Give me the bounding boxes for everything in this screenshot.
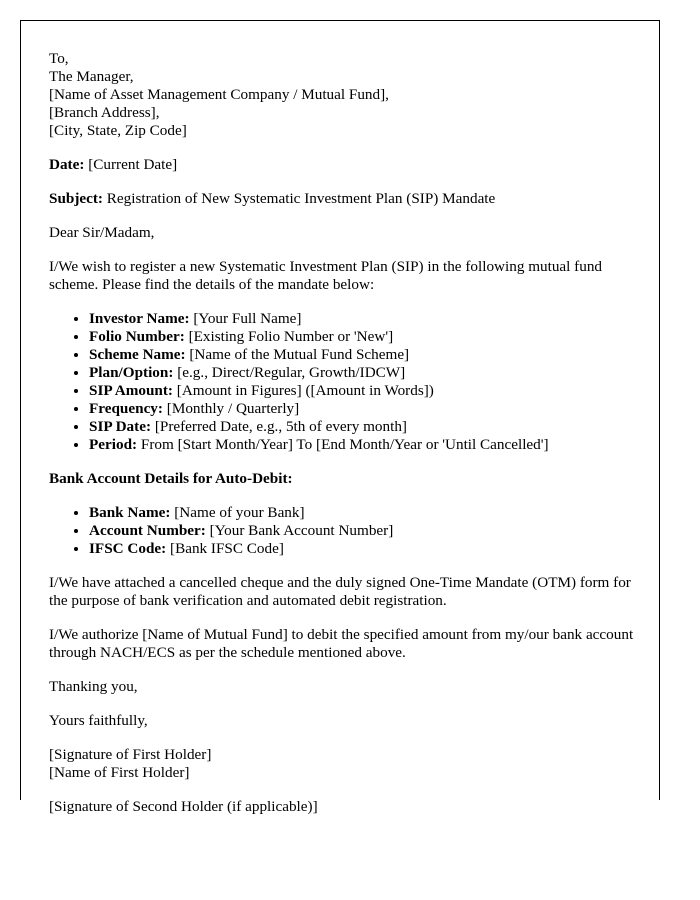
recipient-address [49,50,649,140]
address-company: [Name of Asset Management Company / Mutual Fund], [49,86,389,103]
salutation: Dear Sir/Madam, [49,224,155,241]
detail-label: Folio Number: [89,328,185,345]
detail-value: From [Start Month/Year] To [End Month/Year or 'Until Cancelled'] [140,436,549,453]
list-item [89,522,649,540]
detail-value: [e.g., Direct/Regular, Growth/IDCW] [177,364,406,381]
list-item [89,382,649,400]
attachment-paragraph: I/We have attached a cancelled cheque and the duly signed One-Time Mandate (OTM) form for the purpose of bank verification and automated debit registration. [49,574,631,609]
list-item [89,418,649,436]
subject-label: Subject: [49,190,103,207]
bank-details-list [49,504,649,558]
detail-label: Scheme Name: [89,346,186,363]
address-manager: The Manager, [49,68,134,85]
subject-line [49,190,649,208]
authorize-paragraph: I/We authorize [Name of Mutual Fund] to debit the specified amount from my/our bank account through NACH/ECS as per the schedule mentioned above. [49,626,634,661]
second-holder-signature: [Signature of Second Holder (if applicable)] [49,798,318,815]
list-item [89,328,649,346]
second-holder-signature-block [49,798,649,816]
bank-detail-value: [Your Bank Account Number] [209,522,394,539]
mandate-details-list [49,310,649,454]
bank-detail-label: IFSC Code: [89,540,167,557]
first-holder-signature-block [49,746,649,782]
first-holder-name: [Name of First Holder] [49,764,190,781]
bank-detail-value: [Bank IFSC Code] [170,540,284,557]
detail-label: Investor Name: [89,310,190,327]
detail-label: SIP Date: [89,418,152,435]
detail-value: [Amount in Figures] ([Amount in Words]) [176,382,434,399]
list-item [89,400,649,418]
bank-heading [49,470,649,488]
thanks-line: Thanking you, [49,678,138,695]
bank-detail-label: Bank Name: [89,504,171,521]
letter-content [49,50,649,832]
subject-value: Registration of New Systematic Investment Plan (SIP) Mandate [106,190,496,207]
address-branch: [Branch Address], [49,104,160,121]
date-label: Date: [49,156,85,173]
bank-detail-value: [Name of your Bank] [174,504,305,521]
letter-page [20,20,660,815]
address-city: [City, State, Zip Code] [49,122,187,139]
first-holder-signature: [Signature of First Holder] [49,746,212,763]
list-item [89,540,649,558]
detail-value: [Preferred Date, e.g., 5th of every month] [154,418,407,435]
detail-label: Period: [89,436,138,453]
address-to: To, [49,50,69,67]
bank-heading-text: Bank Account Details for Auto-Debit: [49,470,293,487]
detail-value: [Existing Folio Number or 'New'] [188,328,394,345]
list-item [89,364,649,382]
detail-label: Plan/Option: [89,364,174,381]
list-item [89,310,649,328]
bank-detail-label: Account Number: [89,522,206,539]
date-line [49,156,649,174]
detail-label: SIP Amount: [89,382,173,399]
closing-line: Yours faithfully, [49,712,148,729]
list-item [89,436,649,454]
detail-value: [Monthly / Quarterly] [166,400,300,417]
detail-value: [Name of the Mutual Fund Scheme] [189,346,410,363]
list-item [89,504,649,522]
list-item [89,346,649,364]
detail-value: [Your Full Name] [193,310,302,327]
intro-paragraph: I/We wish to register a new Systematic Investment Plan (SIP) in the following mutual fund scheme. Please find the details of the mandate below: [49,258,603,293]
detail-label: Frequency: [89,400,163,417]
date-value: [Current Date] [88,156,178,173]
